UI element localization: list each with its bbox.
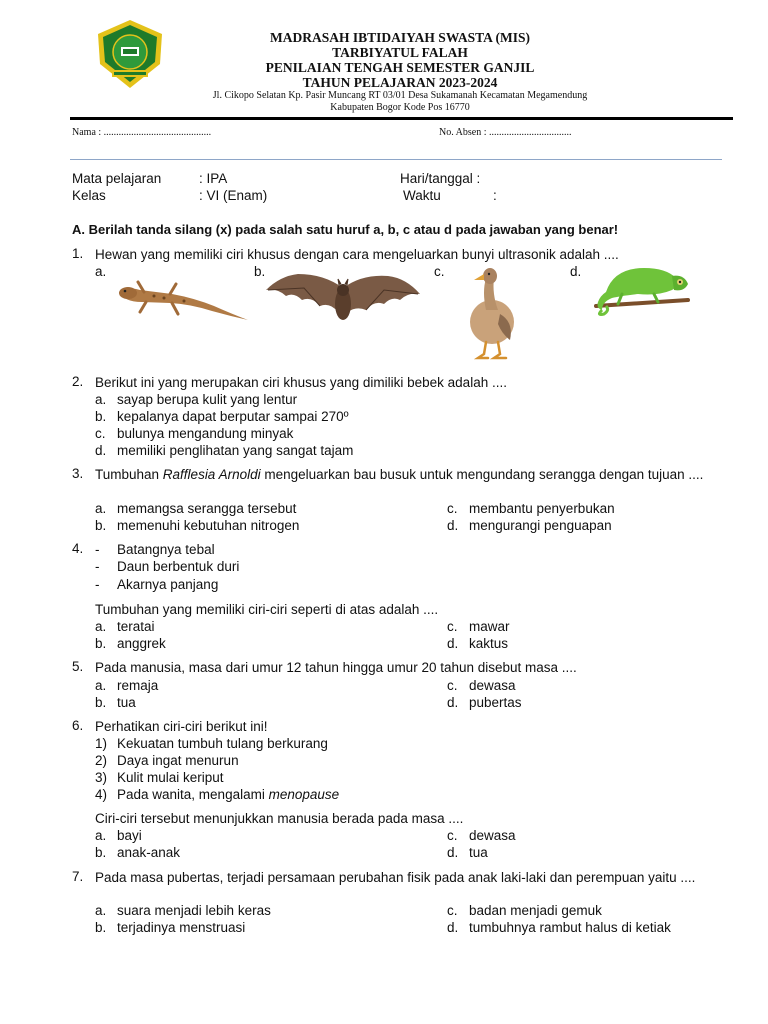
q3-option-c — [447, 500, 615, 517]
option-text: teratai — [117, 619, 155, 634]
q1-option-a-letter: a. — [95, 264, 107, 279]
option-text: suara menjadi lebih keras — [117, 903, 271, 918]
time-label: Waktu — [403, 188, 441, 203]
q4-feature-3 — [95, 576, 218, 593]
option-letter: a. — [95, 678, 107, 693]
item-number: 1) — [95, 736, 108, 751]
option-letter: b. — [95, 845, 107, 860]
q5-option-c — [447, 677, 516, 694]
question-7-text: Pada masa pubertas, terjadi persamaan perubahan fisik pada anak laki-laki dan perempuan yaitu .... — [95, 870, 696, 885]
q5-option-a — [95, 677, 158, 694]
option-text: remaja — [117, 678, 159, 693]
q6-option-c — [447, 827, 516, 844]
option-letter: a. — [95, 903, 107, 918]
q4-option-b — [95, 635, 166, 652]
question-6-number: 6. — [72, 718, 84, 733]
option-text: memenuhi kebutuhan nitrogen — [117, 518, 300, 533]
q5-option-b — [95, 694, 136, 711]
feature-text: Daun berbentuk duri — [117, 559, 240, 574]
option-letter: d. — [447, 518, 459, 533]
option-letter: d. — [447, 695, 459, 710]
option-letter: c. — [447, 903, 458, 918]
q2-option-b — [95, 408, 349, 425]
school-subname: TARBIYATUL FALAH — [332, 45, 468, 60]
item-text: Pada wanita, mengalami — [117, 787, 269, 802]
item-text-italic: menopause — [268, 787, 340, 802]
option-text: bayi — [117, 828, 142, 843]
question-3-text — [95, 466, 733, 483]
option-letter: a. — [95, 619, 107, 634]
question-4-number: 4. — [72, 541, 84, 556]
header-divider — [70, 117, 733, 120]
exam-title: PENILAIAN TENGAH SEMESTER GANJIL — [265, 60, 535, 75]
option-letter: a. — [95, 392, 107, 407]
q4-option-a — [95, 618, 155, 635]
question-3-text-post: mengeluarkan bau busuk untuk mengundang serangga dengan tujuan .... — [260, 467, 704, 482]
option-letter: b. — [95, 409, 107, 424]
option-text: membantu penyerbukan — [469, 501, 615, 516]
q3-option-d — [447, 517, 612, 534]
q4-option-d — [447, 635, 508, 652]
question-3-species: Rafflesia Arnoldi — [162, 467, 261, 482]
subject-value: : IPA — [199, 171, 228, 186]
option-letter: b. — [95, 518, 107, 533]
q4-feature-1 — [95, 541, 215, 558]
bat-icon — [264, 270, 422, 326]
question-7-number: 7. — [72, 869, 84, 884]
q6-item-4 — [95, 786, 339, 803]
option-text: terjadinya menstruasi — [117, 920, 246, 935]
bullet-dash: - — [95, 559, 100, 574]
q3-option-b — [95, 517, 299, 534]
q4-feature-2 — [95, 558, 239, 575]
gecko-icon — [114, 276, 250, 322]
option-letter: d. — [95, 443, 107, 458]
q5-option-d — [447, 694, 522, 711]
item-text: Kekuatan tumbuh tulang berkurang — [117, 736, 328, 751]
question-1-text: Hewan yang memiliki ciri khusus dengan cara mengeluarkan bunyi ultrasonik adalah .... — [95, 247, 619, 262]
q6-option-a — [95, 827, 142, 844]
date-label: Hari/tanggal : — [400, 171, 481, 186]
option-text: memiliki penglihatan yang sangat tajam — [117, 443, 354, 458]
q6-option-d — [447, 844, 488, 861]
option-letter: b. — [95, 636, 107, 651]
option-letter: b. — [95, 920, 107, 935]
q2-option-d — [95, 442, 353, 459]
q3-option-a — [95, 500, 296, 517]
item-number: 2) — [95, 753, 108, 768]
option-letter: a. — [95, 828, 107, 843]
question-5-number: 5. — [72, 659, 84, 674]
option-letter: c. — [95, 426, 106, 441]
option-text: bulunya mengandung minyak — [117, 426, 294, 441]
question-3-text-pre: Tumbuhan — [95, 467, 163, 482]
student-name-field: Nama : ........................................... — [72, 127, 212, 138]
q7-option-a — [95, 902, 271, 919]
option-text: dewasa — [469, 678, 516, 693]
item-text: Kulit mulai keriput — [117, 770, 224, 785]
class-label: Kelas — [72, 188, 106, 203]
bullet-dash: - — [95, 577, 100, 592]
option-letter: c. — [447, 828, 458, 843]
address-line-1: Jl. Cikopo Selatan Kp. Pasir Muncang RT 03/01 Desa Sukamanah Kecamatan Megamendung — [212, 90, 588, 101]
option-text: badan menjadi gemuk — [469, 903, 602, 918]
subject-label: Mata pelajaran — [72, 171, 162, 186]
option-letter: d. — [447, 636, 459, 651]
option-text: mengurangi penguapan — [469, 518, 612, 533]
option-text: tua — [117, 695, 136, 710]
section-a-instruction: A. Berilah tanda silang (x) pada salah satu huruf a, b, c atau d pada jawaban yang benar! — [72, 222, 619, 237]
question-2-text: Berikut ini yang merupakan ciri khusus yang dimiliki bebek adalah .... — [95, 375, 507, 390]
option-text: tua — [469, 845, 488, 860]
question-2-number: 2. — [72, 374, 84, 389]
option-letter: d. — [447, 845, 459, 860]
q7-option-b — [95, 919, 245, 936]
question-4-text: Tumbuhan yang memiliki ciri-ciri seperti di atas adalah .... — [95, 602, 439, 617]
option-text: anggrek — [117, 636, 166, 651]
question-5-text: Pada manusia, masa dari umur 12 tahun hingga umur 20 tahun disebut masa .... — [95, 660, 577, 675]
q4-option-c — [447, 618, 510, 635]
question-1-number: 1. — [72, 246, 84, 261]
q2-option-a — [95, 391, 297, 408]
option-text: dewasa — [469, 828, 516, 843]
option-letter: c. — [447, 619, 458, 634]
q6-option-b — [95, 844, 180, 861]
item-number: 3) — [95, 770, 108, 785]
option-letter: a. — [95, 501, 107, 516]
bullet-dash: - — [95, 542, 100, 557]
school-header — [150, 30, 650, 114]
student-number-field: No. Absen : ................................. — [439, 127, 572, 138]
feature-text: Batangnya tebal — [117, 542, 215, 557]
time-colon: : — [493, 188, 497, 203]
q6-item-1 — [95, 735, 328, 752]
info-divider — [70, 159, 722, 160]
option-text: kaktus — [469, 636, 509, 651]
option-text: kepalanya dapat berputar sampai 270º — [117, 409, 349, 424]
question-3-number: 3. — [72, 466, 84, 481]
option-text: tumbuhnya rambut halus di ketiak — [469, 920, 671, 935]
option-text: sayap berupa kulit yang lentur — [117, 392, 298, 407]
q7-option-d — [447, 919, 671, 936]
option-letter: c. — [447, 501, 458, 516]
option-text: pubertas — [469, 695, 522, 710]
q6-item-3 — [95, 769, 224, 786]
academic-year: TAHUN PELAJARAN 2023-2024 — [302, 75, 498, 90]
q2-option-c — [95, 425, 293, 442]
feature-text: Akarnya panjang — [117, 577, 219, 592]
chameleon-icon — [592, 262, 692, 316]
option-text: memangsa serangga tersebut — [117, 501, 297, 516]
option-text: anak-anak — [117, 845, 181, 860]
school-name: MADRASAH IBTIDAIYAH SWASTA (MIS) — [270, 30, 530, 45]
item-number: 4) — [95, 787, 108, 802]
option-letter: d. — [447, 920, 459, 935]
option-letter: b. — [95, 695, 107, 710]
q1-option-c-letter: c. — [434, 264, 445, 279]
class-value: : VI (Enam) — [199, 188, 268, 203]
q1-option-b-letter: b. — [254, 264, 266, 279]
item-text: Daya ingat menurun — [117, 753, 239, 768]
option-text: mawar — [469, 619, 510, 634]
duck-icon — [462, 264, 520, 360]
option-letter: c. — [447, 678, 458, 693]
q7-option-c — [447, 902, 602, 919]
question-6-text: Perhatikan ciri-ciri berikut ini! — [95, 719, 268, 734]
address-line-2: Kabupaten Bogor Kode Pos 16770 — [330, 102, 470, 113]
q6-item-2 — [95, 752, 239, 769]
q1-option-d-letter: d. — [570, 264, 582, 279]
question-6-text-2: Ciri-ciri tersebut menunjukkan manusia berada pada masa .... — [95, 811, 464, 826]
